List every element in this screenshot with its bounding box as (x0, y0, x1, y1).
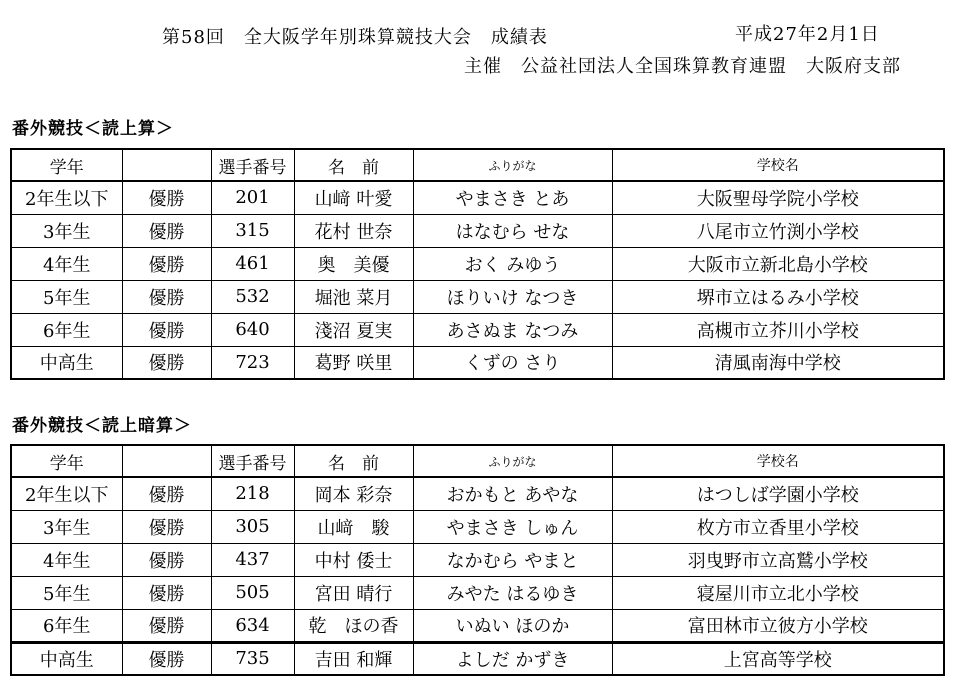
award-cell: 優勝 (122, 609, 211, 642)
grade-cell: 5年生 (11, 576, 122, 609)
grade-cell: 4年生 (11, 543, 122, 576)
award-cell: 優勝 (122, 313, 211, 346)
document-date: 平成27年2月1日 (735, 24, 880, 45)
table-row (11, 247, 944, 280)
results-table-yomiage-anzan (10, 444, 945, 676)
header-row (11, 445, 944, 477)
award-cell: 優勝 (122, 181, 211, 214)
number-cell: 634 (211, 609, 294, 642)
name-cell: 花村 世奈 (294, 214, 413, 247)
number-cell: 640 (211, 313, 294, 346)
award-cell: 優勝 (122, 576, 211, 609)
award-cell: 優勝 (122, 642, 211, 675)
grade-cell: 6年生 (11, 313, 122, 346)
column-header-grade: 学年 (11, 149, 122, 181)
school-cell: 羽曳野市立高鷲小学校 (612, 543, 944, 576)
school-cell: はつしば学園小学校 (612, 477, 944, 510)
grade-cell: 6年生 (11, 609, 122, 642)
kana-cell: いぬい ほのか (413, 609, 612, 642)
name-cell: 山﨑 駿 (294, 510, 413, 543)
kana-cell: はなむら せな (413, 214, 612, 247)
school-cell: 高槻市立芥川小学校 (612, 313, 944, 346)
grade-cell: 4年生 (11, 247, 122, 280)
table-row (11, 214, 944, 247)
table-row (11, 609, 944, 642)
award-cell: 優勝 (122, 280, 211, 313)
number-cell: 461 (211, 247, 294, 280)
name-cell: 宮田 晴行 (294, 576, 413, 609)
name-cell: 堀池 菜月 (294, 280, 413, 313)
grade-cell: 中高生 (11, 642, 122, 675)
name-cell: 乾 ほの香 (294, 609, 413, 642)
number-cell: 305 (211, 510, 294, 543)
number-cell: 735 (211, 642, 294, 675)
kana-cell: くずの さり (413, 346, 612, 379)
document-title: 第58回 全大阪学年別珠算競技大会 成績表 (162, 27, 548, 48)
kana-cell: おかもと あやな (413, 477, 612, 510)
award-cell: 優勝 (122, 477, 211, 510)
number-cell: 218 (211, 477, 294, 510)
school-cell: 枚方市立香里小学校 (612, 510, 944, 543)
grade-cell: 3年生 (11, 510, 122, 543)
grade-cell: 5年生 (11, 280, 122, 313)
column-header-award (122, 445, 211, 477)
table-row (11, 280, 944, 313)
name-cell: 山﨑 叶愛 (294, 181, 413, 214)
school-cell: 上宮高等学校 (612, 642, 944, 675)
school-cell: 寝屋川市立北小学校 (612, 576, 944, 609)
grade-cell: 2年生以下 (11, 181, 122, 214)
number-cell: 201 (211, 181, 294, 214)
grade-cell: 3年生 (11, 214, 122, 247)
table-row (11, 543, 944, 576)
grade-cell: 2年生以下 (11, 477, 122, 510)
column-header-school: 学校名 (612, 445, 944, 477)
results-table-yomiage-zan (10, 148, 945, 380)
column-header-number: 選手番号 (211, 149, 294, 181)
school-cell: 八尾市立竹渕小学校 (612, 214, 944, 247)
section-heading-yomiage-zan: 番外競技＜読上算＞ (12, 119, 174, 139)
name-cell: 吉田 和輝 (294, 642, 413, 675)
number-cell: 505 (211, 576, 294, 609)
table-row (11, 642, 944, 675)
table-row (11, 346, 944, 379)
school-cell: 大阪市立新北島小学校 (612, 247, 944, 280)
column-header-name: 名 前 (294, 149, 413, 181)
number-cell: 532 (211, 280, 294, 313)
award-cell: 優勝 (122, 346, 211, 379)
award-cell: 優勝 (122, 214, 211, 247)
name-cell: 中村 倭士 (294, 543, 413, 576)
kana-cell: よしだ かずき (413, 642, 612, 675)
table-row (11, 313, 944, 346)
organizer-line: 主催 公益社団法人全国珠算教育連盟 大阪府支部 (464, 56, 901, 77)
award-cell: 優勝 (122, 510, 211, 543)
school-cell: 大阪聖母学院小学校 (612, 181, 944, 214)
kana-cell: おく みゆう (413, 247, 612, 280)
kana-cell: やまさき しゅん (413, 510, 612, 543)
number-cell: 315 (211, 214, 294, 247)
column-header-number: 選手番号 (211, 445, 294, 477)
column-header-grade: 学年 (11, 445, 122, 477)
kana-cell: なかむら やまと (413, 543, 612, 576)
kana-cell: あさぬま なつみ (413, 313, 612, 346)
name-cell: 淺沼 夏実 (294, 313, 413, 346)
school-cell: 清風南海中学校 (612, 346, 944, 379)
award-cell: 優勝 (122, 247, 211, 280)
column-header-name: 名 前 (294, 445, 413, 477)
kana-cell: みやた はるゆき (413, 576, 612, 609)
school-cell: 堺市立はるみ小学校 (612, 280, 944, 313)
name-cell: 葛野 咲里 (294, 346, 413, 379)
column-header-school: 学校名 (612, 149, 944, 181)
column-header-award (122, 149, 211, 181)
column-header-kana: ふりがな (413, 445, 612, 477)
grade-cell: 中高生 (11, 346, 122, 379)
number-cell: 437 (211, 543, 294, 576)
name-cell: 岡本 彩奈 (294, 477, 413, 510)
table-row (11, 181, 944, 214)
table-row (11, 576, 944, 609)
award-cell: 優勝 (122, 543, 211, 576)
header-row (11, 149, 944, 181)
school-cell: 富田林市立彼方小学校 (612, 609, 944, 642)
table-row (11, 477, 944, 510)
kana-cell: ほりいけ なつき (413, 280, 612, 313)
kana-cell: やまさき とあ (413, 181, 612, 214)
table-row (11, 510, 944, 543)
number-cell: 723 (211, 346, 294, 379)
section-heading-yomiage-anzan: 番外競技＜読上暗算＞ (12, 416, 192, 436)
column-header-kana: ふりがな (413, 149, 612, 181)
name-cell: 奥 美優 (294, 247, 413, 280)
